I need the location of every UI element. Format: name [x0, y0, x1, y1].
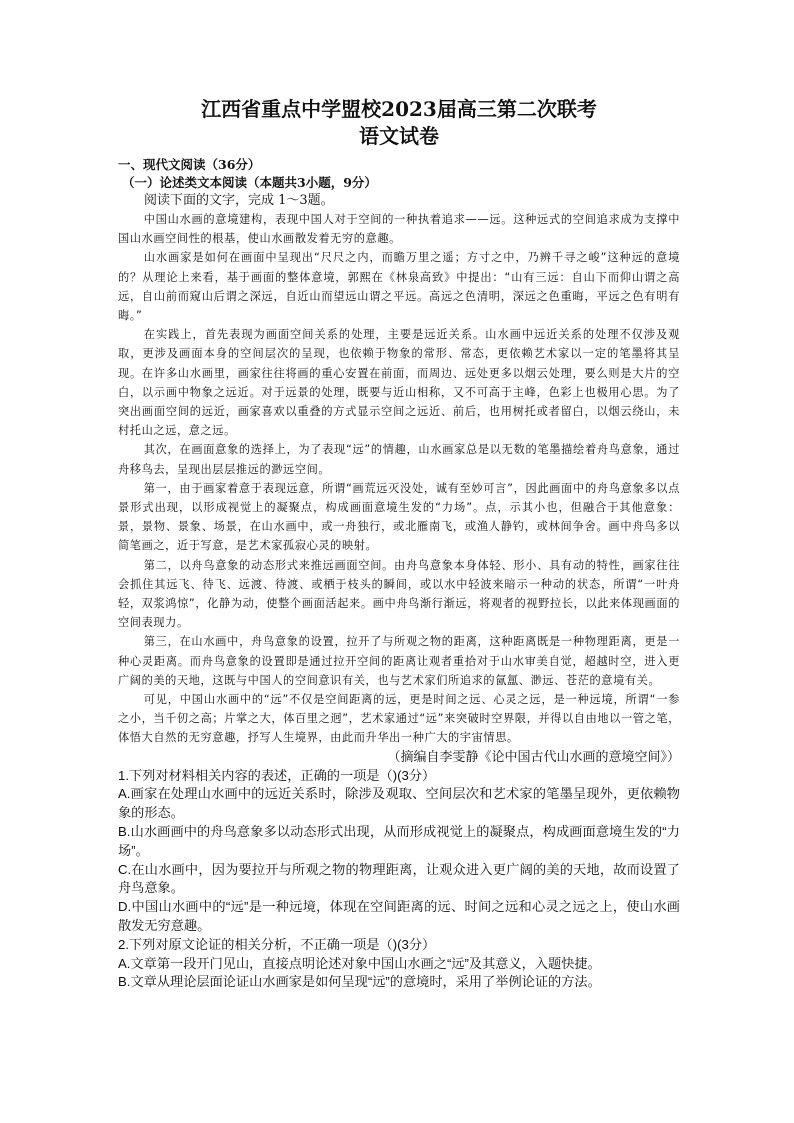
exam-title: 江西省重点中学盟校2023届高三第二次联考	[201, 97, 597, 121]
passage-paragraph: 第三，在山水画中，舟鸟意象的设置，拉开了与所观之物的距离，这种距离既是一种物理距离，更是一种心灵距离。而舟鸟意象的设置即是通过拉开空间的距离让观者重拾对于山水审美自觉，超越时空，进入更广阔的美的天地，这既与中国人的空间意识有关，也与艺术家们所追求的氤氲、渺远、苍茫的意境有关。	[118, 635, 680, 687]
answer-option: A.画家在处理山水画中的远近关系时，除涉及观取、空间层次和艺术家的笔墨呈现外，更依赖物象的形态。	[118, 786, 680, 821]
section-heading: 一、现代文阅读（36分）	[118, 157, 261, 172]
passage-paragraph: 可见，中国山水画中的“远”不仅是空间距离的远，更是时间之远、心灵之远，是一种远境，所谓“一参之小，当千仞之高；片掌之大，体百里之迥”，艺术家通过“远”来突破时空界限，并得以自由地以一管之笔，体悟大自然的无穷意趣，抒写人生境界，由此而升华出一种广大的宇宙情思。	[118, 693, 680, 745]
answer-option: B.山水画画中的舟鸟意象多以动态形式出现，从而形成视觉上的凝聚点，构成画面意境生发的“力场”。	[118, 824, 680, 858]
source-citation: （摘编自李雯静《论中国古代山水画的意境空间》）	[387, 749, 680, 765]
passage-paragraph: 中国山水画的意境建构，表现中国人对于空间的一种执着追求——远。这种远式的空间追求成为支撑中国山水画空间性的根基，使山水画散发着无穷的意趣。	[118, 213, 680, 246]
subsection-heading: （一）论述类文本阅读（本题共3小题，9分）	[122, 175, 377, 190]
exam-page	[118, 96, 680, 992]
question-stem: 2.下列对原文论证的相关分析，不正确一项是（)(3分）	[118, 936, 436, 952]
passage-paragraph: 第二，以舟鸟意象的动态形式来推远画面空间。由舟鸟意象本身体轻、形小、具有动的特性，画家往往会抓住其远飞、待飞、远渡、待渡、或栖于枝头的瞬间，或以水中轻波来暗示一种动的状态，所谓“一叶舟轻，双浆鸿惊”，化静为动，使整个画面活起来。画中舟鸟渐行渐远，将观者的视野拉长，以此来体现画面的空间表现力。	[118, 558, 680, 630]
reading-instruction: 阅读下面的文字，完成 1～3题。	[144, 193, 334, 208]
exam-subtitle: 语文试卷	[359, 124, 439, 148]
answer-option: D.中国山水画中的“远”是一种远境，体现在空间距离的远、时间之远和心灵之远之上，使山水画散发无穷意趣。	[118, 899, 680, 934]
passage-paragraph: 山水画家是如何在画面中呈现出“尺尺之内，而瞻万里之遥；方寸之中，乃辨千寻之峻”这种远的意境的？从理论上来看，基于画面的整体意境，郭熙在《林泉高致》中提出：“山有三远：自山下而仰山谓之高远，自山前而窥山后谓之深远，自近山而望远山谓之平远。高远之色清明，深远之色重晦，平远之色有明有晦。”	[118, 251, 680, 323]
answer-option: C.在山水画中，因为要拉开与所观之物的物理距离，让观众进入更广阔的美的天地，故而设置了舟鸟意象。	[118, 861, 680, 896]
answer-option: A.文章第一段开门见山，直接点明论述对象中国山水画之“远”及其意义，入题快捷。	[118, 955, 601, 971]
question-stem: 1.下列对材料相关内容的表述，正确的一项是（)(3分）	[118, 767, 436, 783]
passage-paragraph: 在实践上，首先表现为画面空间关系的处理，主要是远近关系。山水画中远近关系的处理不仅涉及观取，更涉及画面本身的空间层次的呈现，也依赖于物象的常形、常态，更依赖艺术家以一定的笔墨将其呈现。在许多山水画里，画家往往将画的重心安置在前面，而周边、远处更多以烟云处理，要么则是大片的空白，以示画中物象之远近。对于远景的处理，既要与近山相称，又不可高于主峰，色彩上也极用心思。为了突出画面空间的远近，画家喜欢以重叠的方式显示空间之远近、前后，也用树托或者留白，以烟云绕山，未村托山之远，意之远。	[118, 328, 680, 438]
passage-paragraph: 其次，在画面意象的选择上，为了表现“远”的情趣，山水画家总是以无数的笔墨描绘着舟鸟意象，通过舟移鸟去，呈现出层层推远的渺远空间。	[118, 443, 680, 476]
answer-option: B.文章从理论层面论证山水画家是如何呈现“远”的意境时，采用了举例论证的方法。	[118, 974, 601, 990]
passage-paragraph: 第一，由于画家着意于表现远意，所谓“画荒远灭没处，诚有至妙可言”，因此画面中的舟鸟意象多以点景形式出现，以形成视觉上的凝聚点，构成画面意境生发的“力场”。点，示其小也，但融合于其他意象：景，景物、景象、场景，在山水画中，或一舟独行，或北雁南飞，或渔人静钓，或林间争舍。画中舟鸟多以简笔画之，近于写意，是艺术家孤寂心灵的映射。	[118, 481, 680, 553]
